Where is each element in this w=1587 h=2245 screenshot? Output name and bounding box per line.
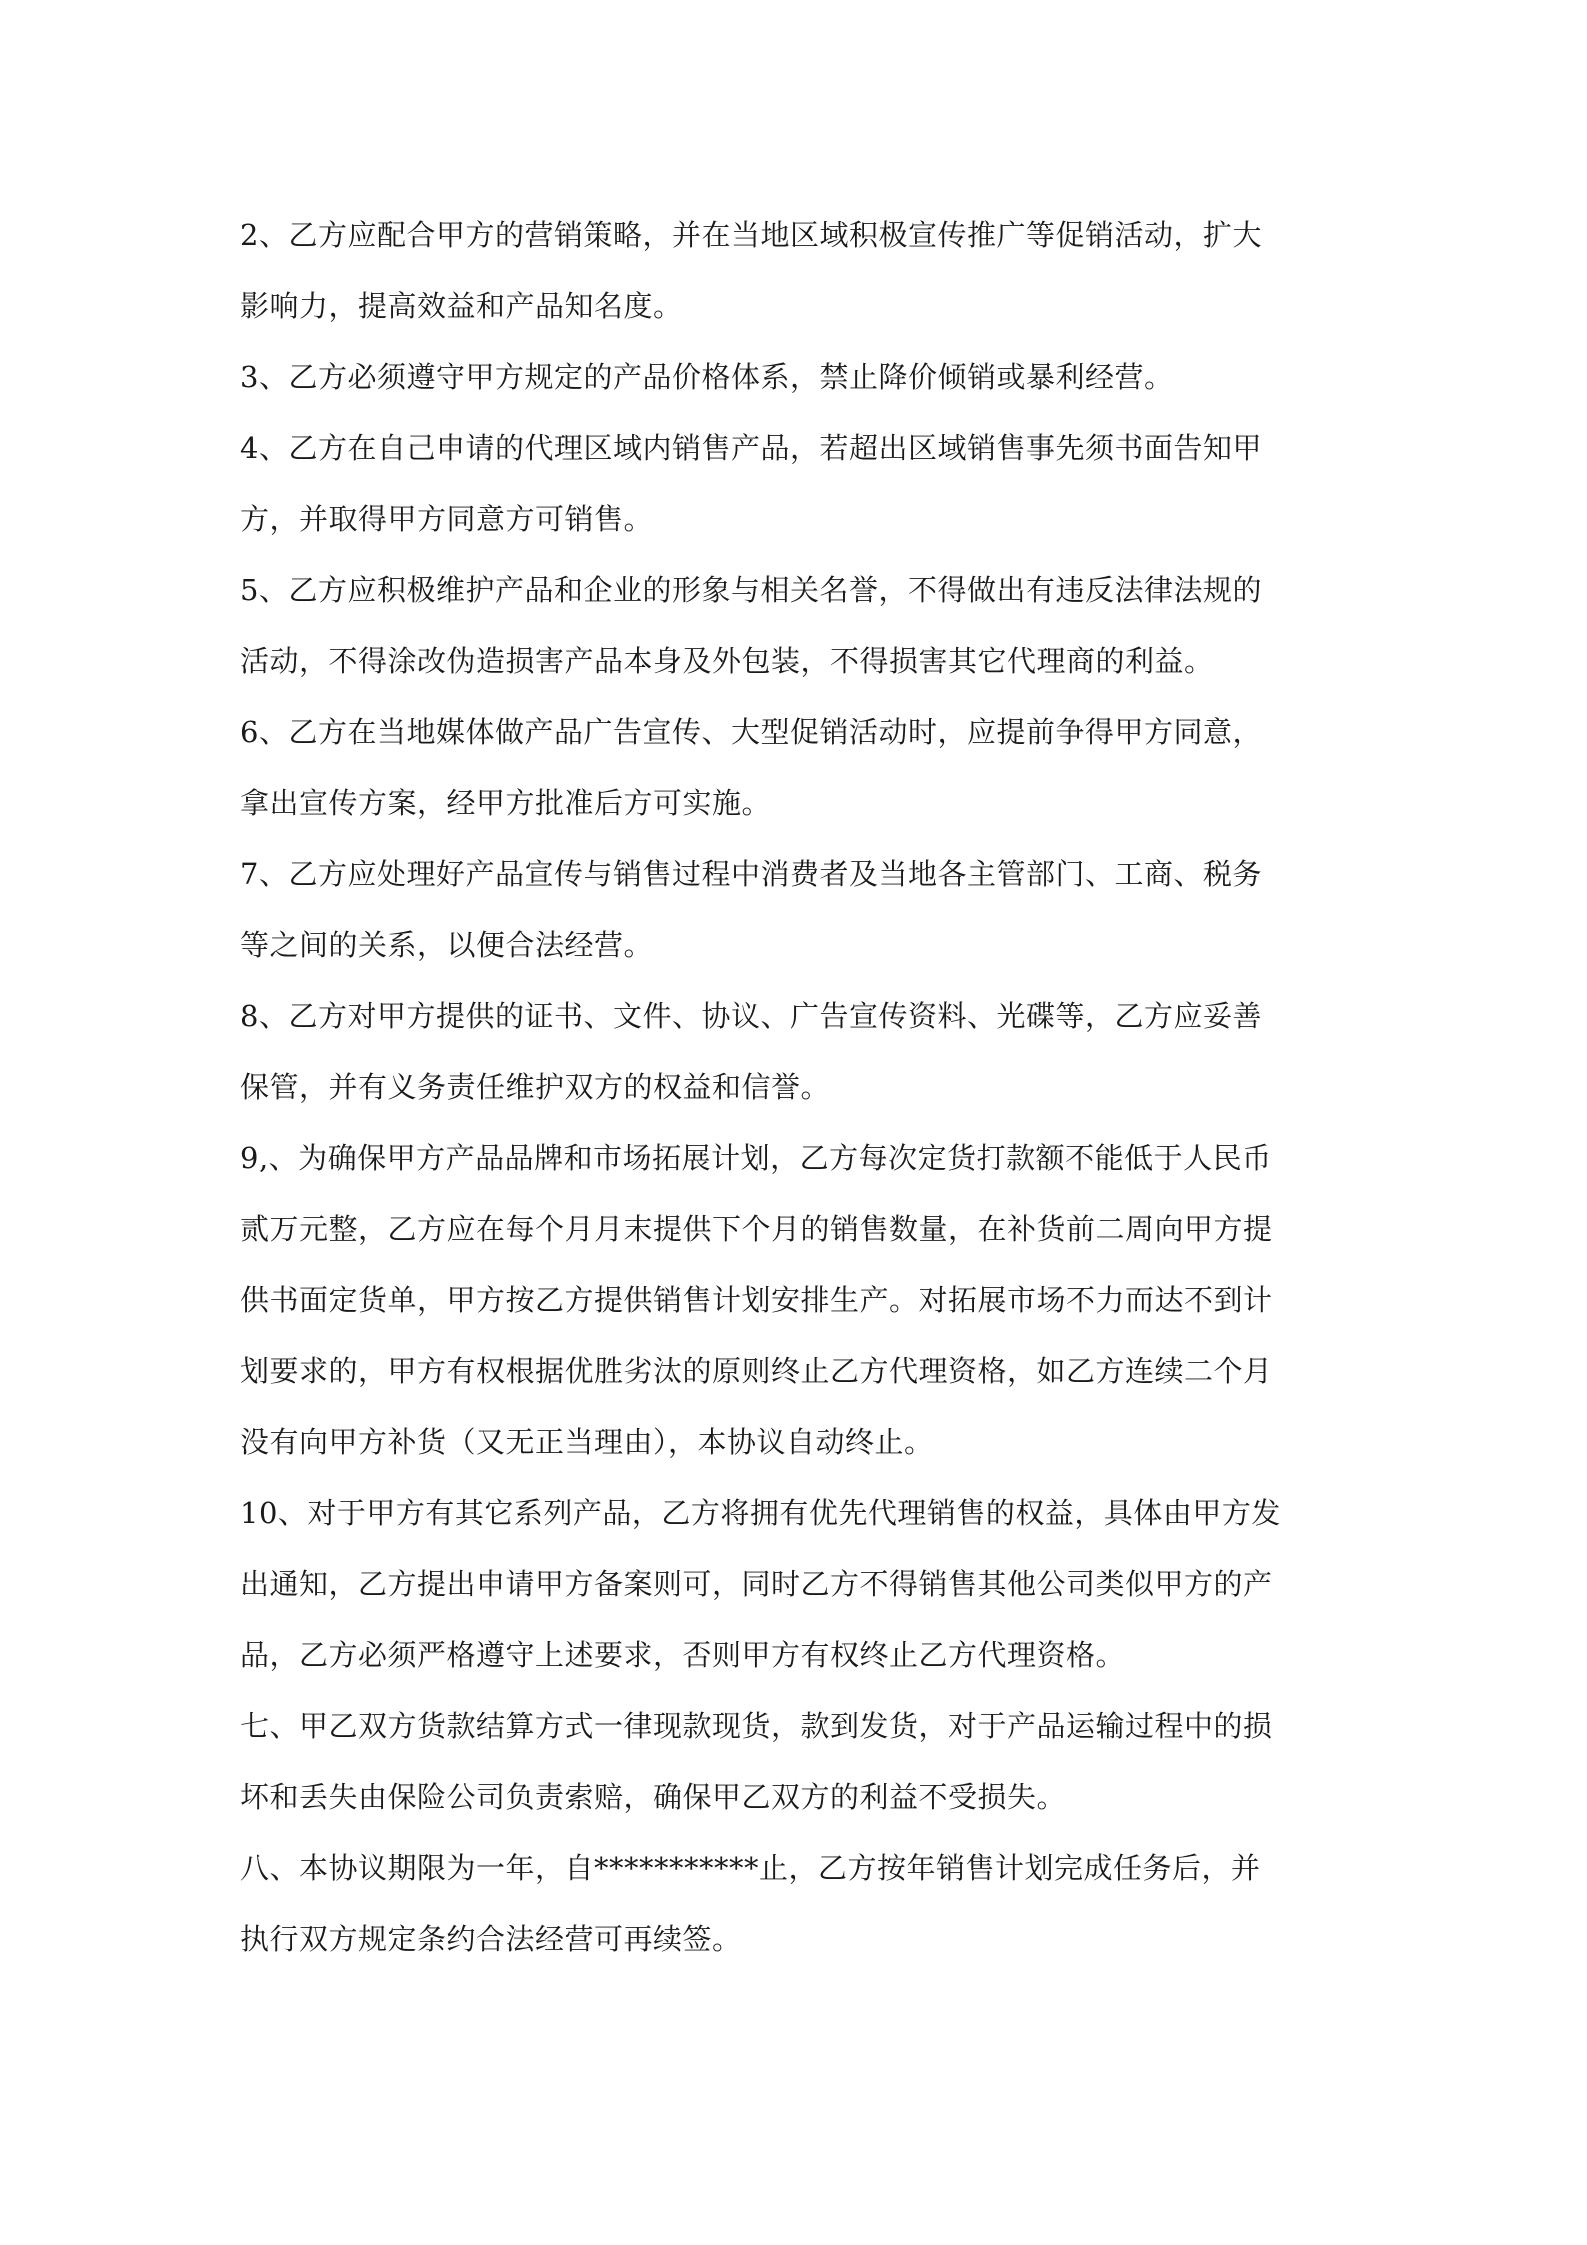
section-8 bbox=[240, 1833, 1350, 1975]
clause-6 bbox=[240, 697, 1350, 839]
text-line: 坏和丢失由保险公司负责索赔，确保甲乙双方的利益不受损失。 bbox=[240, 1780, 1067, 1814]
document-body bbox=[240, 200, 1350, 1975]
text-line: 品，乙方必须严格遵守上述要求，否则甲方有权终止乙方代理资格。 bbox=[240, 1638, 1126, 1672]
text-line: 5、乙方应积极维护产品和企业的形象与相关名誉，不得做出有违反法律法规的 bbox=[240, 573, 1262, 607]
text-line: 10、对于甲方有其它系列产品，乙方将拥有优先代理销售的权益，具体由甲方发 bbox=[240, 1496, 1281, 1530]
text-line: 拿出宣传方案，经甲方批准后方可实施。 bbox=[240, 786, 772, 820]
clause-3 bbox=[240, 342, 1350, 413]
text-line: 出通知，乙方提出申请甲方备案则可，同时乙方不得销售其他公司类似甲方的产 bbox=[240, 1567, 1273, 1601]
clause-7 bbox=[240, 839, 1350, 981]
text-line: 七、甲乙双方货款结算方式一律现款现货，款到发货，对于产品运输过程中的损 bbox=[240, 1709, 1273, 1743]
text-line: 划要求的，甲方有权根据优胜劣汰的原则终止乙方代理资格，如乙方连续二个月 bbox=[240, 1354, 1273, 1388]
text-line: 方，并取得甲方同意方可销售。 bbox=[240, 502, 654, 536]
text-line: 贰万元整，乙方应在每个月月末提供下个月的销售数量，在补货前二周向甲方提 bbox=[240, 1212, 1273, 1246]
clause-10 bbox=[240, 1478, 1350, 1691]
text-line: 2、乙方应配合甲方的营销策略，并在当地区域积极宣传推广等促销活动，扩大 bbox=[240, 218, 1262, 252]
text-line: 8、乙方对甲方提供的证书、文件、协议、广告宣传资料、光碟等，乙方应妥善 bbox=[240, 999, 1262, 1033]
text-line: 等之间的关系，以便合法经营。 bbox=[240, 928, 654, 962]
clause-8 bbox=[240, 981, 1350, 1123]
text-line: 八、本协议期限为一年，自***********止，乙方按年销售计划完成任务后，并 bbox=[240, 1851, 1261, 1885]
text-line: 执行双方规定条约合法经营可再续签。 bbox=[240, 1922, 742, 1956]
text-line: 没有向甲方补货（又无正当理由），本协议自动终止。 bbox=[240, 1425, 934, 1459]
text-line: 3、乙方必须遵守甲方规定的产品价格体系，禁止降价倾销或暴利经营。 bbox=[240, 360, 1174, 394]
text-line: 保管，并有义务责任维护双方的权益和信誉。 bbox=[240, 1070, 831, 1104]
text-line: 6、乙方在当地媒体做产品广告宣传、大型促销活动时，应提前争得甲方同意， bbox=[240, 715, 1262, 749]
clause-2 bbox=[240, 200, 1350, 342]
section-7 bbox=[240, 1691, 1350, 1833]
clause-5 bbox=[240, 555, 1350, 697]
text-line: 影响力，提高效益和产品知名度。 bbox=[240, 289, 683, 323]
text-line: 9,、为确保甲方产品品牌和市场拓展计划，乙方每次定货打款额不能低于人民币 bbox=[240, 1141, 1272, 1175]
text-line: 4、乙方在自己申请的代理区域内销售产品，若超出区域销售事先须书面告知甲 bbox=[240, 431, 1262, 465]
clause-4 bbox=[240, 413, 1350, 555]
text-line: 活动，不得涂改伪造损害产品本身及外包装，不得损害其它代理商的利益。 bbox=[240, 644, 1214, 678]
clause-9 bbox=[240, 1123, 1350, 1478]
text-line: 7、乙方应处理好产品宣传与销售过程中消费者及当地各主管部门、工商、税务 bbox=[240, 857, 1262, 891]
text-line: 供书面定货单，甲方按乙方提供销售计划安排生产。对拓展市场不力而达不到计 bbox=[240, 1283, 1273, 1317]
